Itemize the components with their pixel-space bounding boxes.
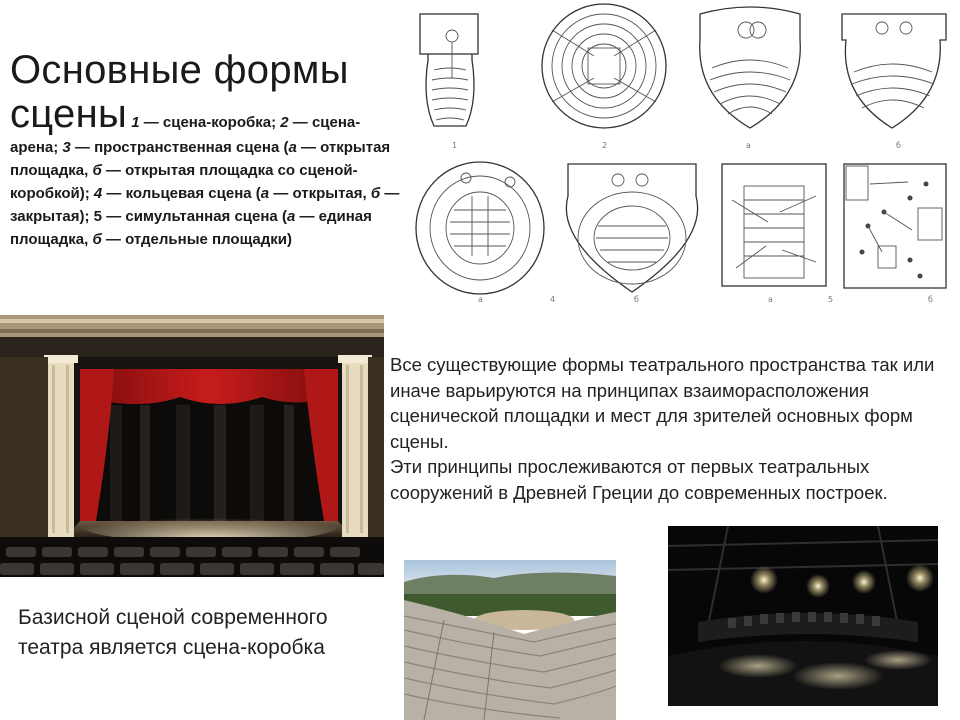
description (390, 352, 950, 505)
caption-part: — единая площадка, (10, 208, 372, 248)
diagram-spatial-a (700, 7, 801, 150)
diagram-arena (542, 4, 666, 150)
diagram-ring-a (416, 162, 555, 304)
caption-part: — кольцевая сцена ( (102, 185, 261, 202)
diagram-simultaneous-a (722, 164, 833, 304)
caption-part: а (286, 208, 296, 225)
caption-part: — открытая, (269, 185, 371, 202)
diagram-box-stage (420, 14, 478, 150)
caption-part: — пространственная сцена ( (70, 139, 289, 156)
label-4a: а (478, 295, 483, 304)
caption-part: 3 (62, 139, 71, 156)
caption-part: 1 (127, 114, 140, 131)
label-3a: а (746, 141, 751, 150)
caption-part: — закрытая); 5 — симультанная сцена ( (10, 185, 400, 225)
diagram-simultaneous-b (844, 164, 946, 304)
title-line-2: сцены (10, 92, 128, 136)
caption-part: 4 (93, 185, 103, 202)
caption-part: а (288, 139, 297, 156)
caption-part: б (92, 162, 102, 179)
caption-part: 2 (280, 114, 289, 131)
title-line-1: Основные формы (10, 48, 349, 92)
label-5a: а (768, 295, 773, 304)
label-4: 4 (550, 295, 556, 304)
caption-part: — сцена-коробка; (139, 114, 281, 131)
basic-stage-text: Базисной сценой современного театра является сцена-коробка (18, 606, 328, 659)
caption-part: б (92, 231, 102, 248)
stage-photo (0, 315, 384, 577)
caption-part: б (370, 185, 381, 202)
caption-part: — сцена-арена; (10, 114, 361, 156)
caption-part: — открытая площадка со сценой-коробкой); (10, 162, 358, 202)
label-4b: б (634, 295, 639, 304)
stage-forms-diagram (412, 0, 960, 312)
description-paragraph-1: Все существующие формы театрального пространства так или иначе варьируются на принципах взаиморасположения сценической площадки и мест для зрителей основных форм сцены. (390, 354, 935, 452)
label-1: 1 (452, 141, 458, 150)
caption-part: а (260, 185, 270, 202)
description-paragraph-2: Эти принципы прослеживаются от первых театральных сооружений в Древней Греции до современных построек. (390, 456, 888, 503)
diagram-ring-b (566, 164, 697, 304)
caption-part: — отдельные площадки) (101, 231, 292, 248)
label-2: 2 (602, 141, 608, 150)
greek-theatre-photo (404, 560, 616, 720)
caption-part: — открытая площадка, (10, 139, 391, 179)
label-3b: б (896, 141, 901, 150)
label-5b: б (928, 295, 933, 304)
arena-stage-photo (668, 526, 938, 706)
slide-title (10, 48, 402, 251)
label-5: 5 (828, 295, 834, 304)
diagram-spatial-b (842, 14, 946, 150)
